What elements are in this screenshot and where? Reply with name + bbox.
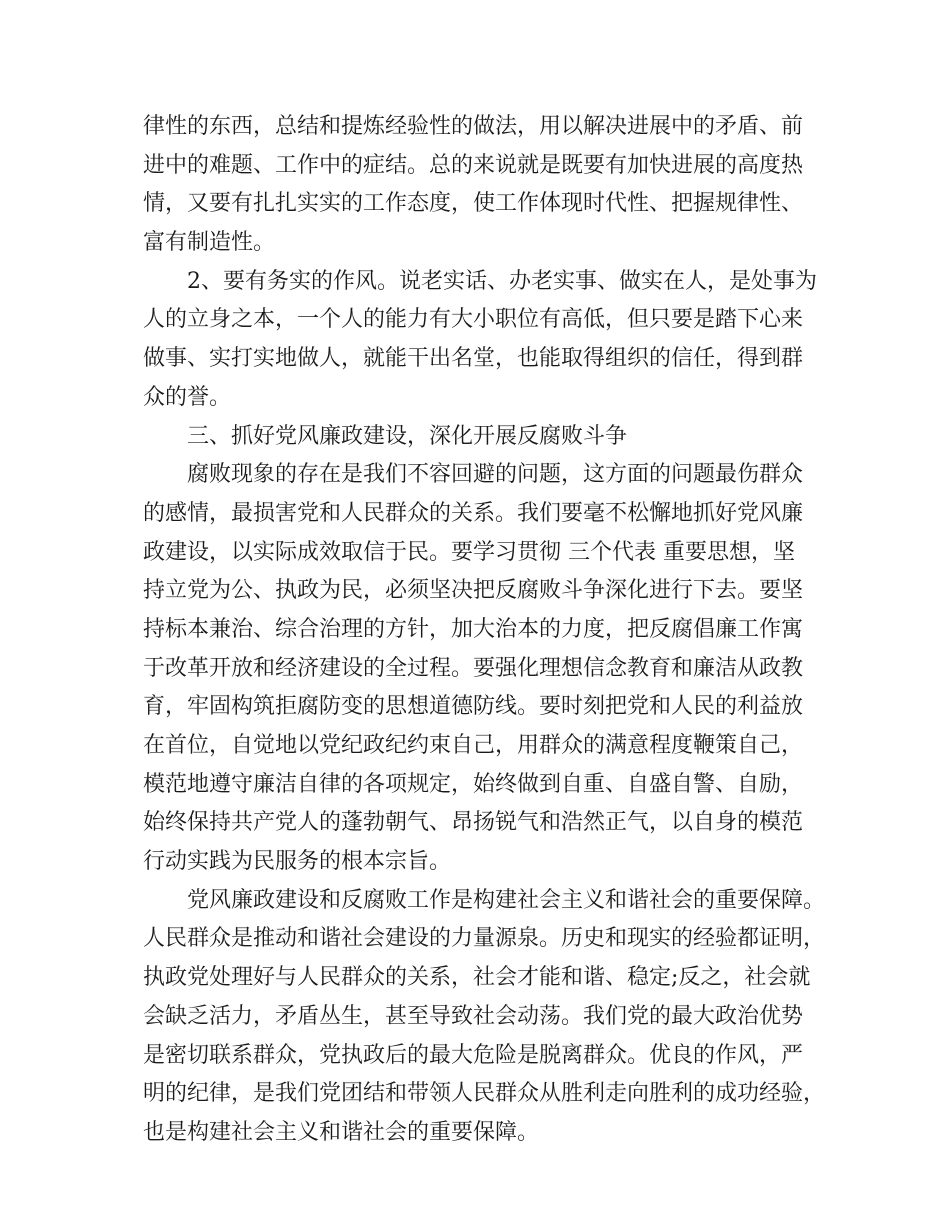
text-line: 在首位，自觉地以党纪政纪约束自己，用群众的满意程度鞭策自己， — [143, 733, 804, 758]
text-line: 执政党处理好与人民群众的关系，社会才能和谐、稳定;反之，社会就 — [143, 965, 811, 991]
text-line: 持立党为公、执政为民，必须坚决把反腐败斗争深化进行下去。要坚 — [143, 578, 804, 604]
text-line: 富有制造性。 — [143, 230, 276, 256]
section-heading: 三、抓好党风廉政建设，深化开展反腐败斗争 — [187, 423, 628, 449]
text-line: 做事、实打实地做人，就能干出名堂，也能取得组织的信任，得到群 — [143, 346, 804, 372]
text-line: 2、要有务实的作风。说老实话、办老实事、做实在人，是处事为 — [187, 268, 817, 294]
text-line: 人的立身之本，一个人的能力有大小职位有高低，但只要是踏下心来 — [143, 307, 804, 333]
text-line: 腐败现象的存在是我们不容回避的问题，这方面的问题最伤群众 — [187, 462, 804, 488]
text-line: 明的纪律，是我们党团结和带领人民群众从胜利走向胜利的成功经验， — [143, 1081, 826, 1107]
text-line: 政建设，以实际成效取信于民。要学习贯彻 三个代表 重要思想，坚 — [143, 539, 795, 565]
text-line: 情，又要有扎扎实实的工作态度，使工作体现时代性、把握规律性、 — [143, 191, 804, 217]
text-line: 于改革开放和经济建设的全过程。要强化理想信念教育和廉洁从政教 — [143, 655, 804, 681]
text-line: 也是构建社会主义和谐社会的重要保障。 — [143, 1119, 540, 1145]
text-line: 众的誉。 — [143, 384, 232, 410]
text-line: 持标本兼治、综合治理的方针，加大治本的力度，把反腐倡廉工作寓 — [143, 616, 804, 642]
text-line: 始终保持共产党人的蓬勃朝气、昂扬锐气和浩然正气，以自身的模范 — [143, 810, 804, 836]
text-line: 进中的难题、工作中的症结。总的来说就是既要有加快进展的高度热 — [143, 152, 804, 178]
text-line: 人民群众是推动和谐社会建设的力量源泉。历史和现实的经验都证明， — [143, 926, 826, 952]
text-line: 育，牢固构筑拒腐防变的思想道德防线。要时刻把党和人民的利益放 — [143, 694, 804, 720]
text-line: 律性的东西，总结和提炼经验性的做法，用以解决进展中的矛盾、前 — [143, 114, 804, 139]
text-line: 模范地遵守廉洁自律的各项规定，始终做到自重、自盛自警、自励， — [143, 771, 804, 797]
text-line: 的感情，最损害党和人民群众的关系。我们要毫不松懈地抓好党风廉 — [143, 500, 804, 526]
body-text — [143, 108, 826, 1153]
text-line: 会缺乏活力，矛盾丛生，甚至导致社会动荡。我们党的最大政治优势 — [143, 1003, 804, 1029]
text-line: 行动实践为民服务的根本宗旨。 — [143, 849, 452, 875]
text-line: 是密切联系群众，党执政后的最大危险是脱离群众。优良的作风，严 — [143, 1042, 804, 1068]
text-line: 党风廉政建设和反腐败工作是构建社会主义和谐社会的重要保障。 — [187, 887, 826, 913]
